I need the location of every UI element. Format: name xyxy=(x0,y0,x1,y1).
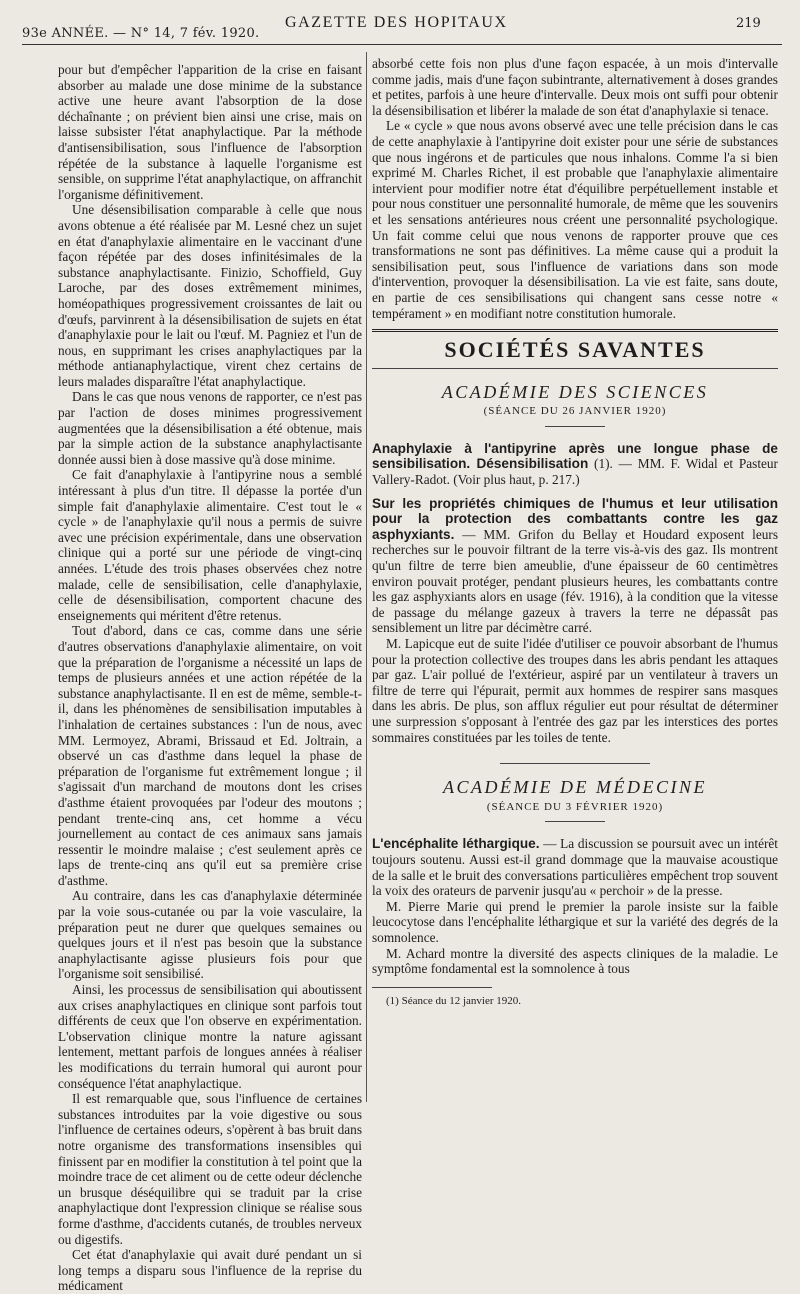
short-rule xyxy=(545,426,605,427)
page-header xyxy=(0,0,800,52)
communication-3 xyxy=(372,836,778,898)
paragraph: Ainsi, les processus de sensibilisation qui aboutissent aux crises anaphylactiques en clinique sont parfois tout différents de ceux que l'on observe en expérimentation. L'observation clinique montre la nature agissant lentement, mettant parfois de longues années à réaliser les modifications du terrain humoral qui auront pour conséquence l'état anaphylactique. xyxy=(58,982,362,1091)
right-column xyxy=(372,56,778,1009)
paragraph: Tout d'abord, dans ce cas, comme dans une série d'autres observations d'anaphylaxie alimentaire, on voit que la préparation de l'organisme a nécessité un laps de temps de plusieurs années et une action répétée de la substance anaphylactisante. Il en est de même, semble-t-il, dans les phénomènes de sensibilisation imputables à l'inhalation de certaines substances : l'un de nous, avec MM. Lermoyez, Abrami, Brissaud et Ed. Joltrain, a observé un cas d'asthme dans lequel la phase de préparation de l'organisme fut extrêmement longue ; il s'agissait d'un marchand de moutons dont les crises d'asthme étaient provoquées par l'odeur des moutons ; pendant trente-cinq ans, cet homme a vécu journellement au contact de ces animaux sans jamais ressentir le moindre malaise ; c'est seulement après ce laps de trente-cinq ans qu'il eut sa première crise d'asthme. xyxy=(58,623,362,888)
left-column xyxy=(58,62,362,1294)
column-divider xyxy=(366,52,367,1102)
paragraph: Dans le cas que nous venons de rapporter, ce n'est pas par l'action de doses minimes progressivement augmentées que la désensibilisation a été obtenue, mais par la simple action de la substance anaphylactisante donnée aussi bien à dose massive qu'à dose minime. xyxy=(58,389,362,467)
section-rule-bottom xyxy=(372,368,778,369)
paragraph: Cet état d'anaphylaxie qui avait duré pendant un si long temps a disparu sous l'influence de la reprise du médicament xyxy=(58,1247,362,1294)
paragraph: pour but d'empêcher l'apparition de la crise en faisant absorber au malade une dose minime de la substance active une heure avant l'absorption de la dose déchaînante ; on prévient bien ainsi une crise, mais on laisse subsister l'état anaphylactique. Par la méthode d'antisensibilisation, sous l'influence de l'absorption répétée de la substance à laquelle l'organisme est sensible, on supprime l'état anaphylactique, on affranchit l'organisme définitivement. xyxy=(58,62,362,202)
communication-1-title: Anaphylaxie à l'antipyrine après une longue phase de sensibilisation. Désensibilisation xyxy=(372,440,778,472)
communication-3-title: L'encéphalite léthargique. xyxy=(372,836,540,852)
paragraph: M. Lapicque eut de suite l'idée d'utiliser ce pouvoir absorbant de l'humus pour la protection collective des troupes dans les abris pendant les attaques par gaz. L'air pollué de l'extérieur, aspiré par un ventilateur à travers un filtre de terre qui l'épurait, permit aux hommes de respirer sans masques dans les abris. De plus, son afflux régulier eut pour résultat de déterminer une surpression s'opposant à l'entrée des gaz par les interstices des portes sommaires constituées par les toiles de tente. xyxy=(372,636,778,745)
academie-medecine-seance: (SÉANCE DU 3 FÉVRIER 1920) xyxy=(486,800,664,813)
academie-sciences-seance: (SÉANCE DU 26 JANVIER 1920) xyxy=(483,405,667,418)
communication-1-body: (1). — MM. F. Widal et Pasteur Vallery-Radot. (Voir plus haut, p. 217.) xyxy=(372,456,778,488)
communication-3-body: — La discussion se poursuit avec un intérêt toujours soutenu. Aussi est-il grand dommage que la mauvaise acoustique de la salle et le bruit des conversations particulières empêchent trop souvent la voix des orateurs de parvenir jusqu'au « perchoir » de la presse. xyxy=(372,836,778,899)
header-rule xyxy=(22,44,782,45)
paragraph: absorbé cette fois non plus d'une façon espacée, à un mois d'intervalle comme jadis, mais d'une façon subintrante, alternativement à doses grandes et petites, parfois à une heure d'intervalle. Deux mois ont suffi pour obtenir la désensibilisation et libérer la malade de son état d'anaphylaxie si tenace. xyxy=(372,56,778,118)
footnote-rule xyxy=(372,987,492,988)
section-rule-top xyxy=(372,329,778,332)
paragraph: M. Pierre Marie qui prend le premier la parole insiste sur la faible leucocytose dans l'encéphalite léthargique et sur la variété des degrés de la somnolence. xyxy=(372,898,778,945)
footnote: (1) Séance du 12 janvier 1920. xyxy=(386,994,522,1007)
paragraph: Ce fait d'anaphylaxie à l'antipyrine nous a semblé intéressant à plus d'un titre. Il dépasse la portée d'un simple fait d'anaphylaxie alimentaire. C'est tout le « cycle » de l'anaphylaxie qu'il nous a permis de suivre avec une précision expérimentale, dans une observation clinique qui a porté sur une période de vingt-cinq années. L'étude des trois phases observées chez notre malade, celle de sensibilisation, celle d'anaphylaxie, celle de désensibilisation, comportent chacune des enseignements qui méritent d'être retenus. xyxy=(58,467,362,623)
section-title: SOCIÉTÉS SAVANTES xyxy=(444,337,706,363)
page-number: 219 xyxy=(736,16,761,31)
communication-1 xyxy=(372,441,778,488)
paragraph: M. Achard montre la diversité des aspects cliniques de la maladie. Le symptôme fondamental est la somnolence à tous xyxy=(372,945,778,977)
academie-sciences-title: ACADÉMIE DES SCIENCES xyxy=(441,381,709,402)
communication-2 xyxy=(372,496,778,636)
paragraph: Le « cycle » que nous avons observé avec une telle précision dans le cas de cette anaphylaxie à l'antipyrine doit exister pour une série de substances que nous ingérons et de particules que nous inhalons. Comme l'a si bien exprimé M. Charles Richet, il est probable que l'anaphylaxie alimentaire intervient pour modifier notre état d'équilibre perpétuellement instable et pour nous constituer une personnalité humorale, de même que les souvenirs et les sensations antérieures nous créent une personnalité psychologique. Un fait comme celui que nous venons de rapporter prouve que ces transformations ne sont pas définitives. La même cause qui a produit la sensibilisation peut, sous l'influence de variations dans son mode d'intervention, provoquer la désensibilisation. La vie est faite, sans doute, en partie de ces sensibilisations qui changent sans cesse notre « tempérament » en modifiant notre constitution humorale. xyxy=(372,118,778,321)
paragraph: Il est remarquable que, sous l'influence de certaines substances introduites par la voie digestive ou sous l'influence de certaines odeurs, s'opèrent à bas bruit dans notre organisme des transformations insensibles qui finissent par en modifier la constitution à tel point que la moindre trace de cet aliment ou de cette odeur déclenche un brusque déséquilibre qui se traduit par la crise anaphylactique dont l'expression clinique se réalise sous forme d'asthme, d'accidents cutanés, de troubles nerveux ou digestifs. xyxy=(58,1091,362,1247)
short-rule xyxy=(545,821,605,822)
communication-2-body: — MM. Grifon du Bellay et Houdard exposent leurs recherches sur le pouvoir filtrant de la terre vis-à-vis des gaz. Ils montrent qu'un filtre de terre bien ameublie, d'une épaisseur de 60 centimètres environ pouvait protéger, pendant plusieurs heures, les combattants contre les gaz asphyxiants alors en usage (fév. 1916), à la condition que la vitesse de passage du mélange gazeux à travers la terre ne dépassât pas sensiblement un litre par décimètre carré. xyxy=(372,526,778,636)
communication-2-title: Sur les propriétés chimiques de l'humus et leur utilisation pour la protection des combattants contre les gaz asphyxiants. xyxy=(372,495,778,542)
paragraph: Au contraire, dans les cas d'anaphylaxie déterminée par la voie sous-cutanée ou par la voie vasculaire, la préparation peut ne durer que quelques semaines ou quelques jours et il n'est pas besoin que la substance anaphylactisante agisse plusieurs fois pour que l'organisme soit sensibilisé. xyxy=(58,888,362,982)
mid-rule xyxy=(500,763,650,764)
journal-title: GAZETTE DES HOPITAUX xyxy=(285,14,508,31)
academie-medecine-title: ACADÉMIE DE MÉDECINE xyxy=(443,777,707,798)
issue-line: 93e ANNÉE. — N° 14, 7 fév. 1920. xyxy=(22,26,260,41)
paragraph: Une désensibilisation comparable à celle que nous avons obtenue a été réalisée par M. Lesné chez un sujet en état d'anaphylaxie alimentaire en le vaccinant d'une façon répétée par des doses infinitésimales de la substance anaphylactisante. Finizio, Schoffield, Guy Laroche, par des doses extrêmement minimes, homéopathiques progressivement croissantes de lait ou d'œufs, parvinrent à la désensibilisation de sujets en état d'anaphylaxie pour le lait ou l'œuf. M. Pagniez et l'un de nous, en supprimant les crises anaphylactiques par la méthode antianaphylactique, virent chez certains de leurs malades disparaître l'état anaphylactique. xyxy=(58,202,362,389)
